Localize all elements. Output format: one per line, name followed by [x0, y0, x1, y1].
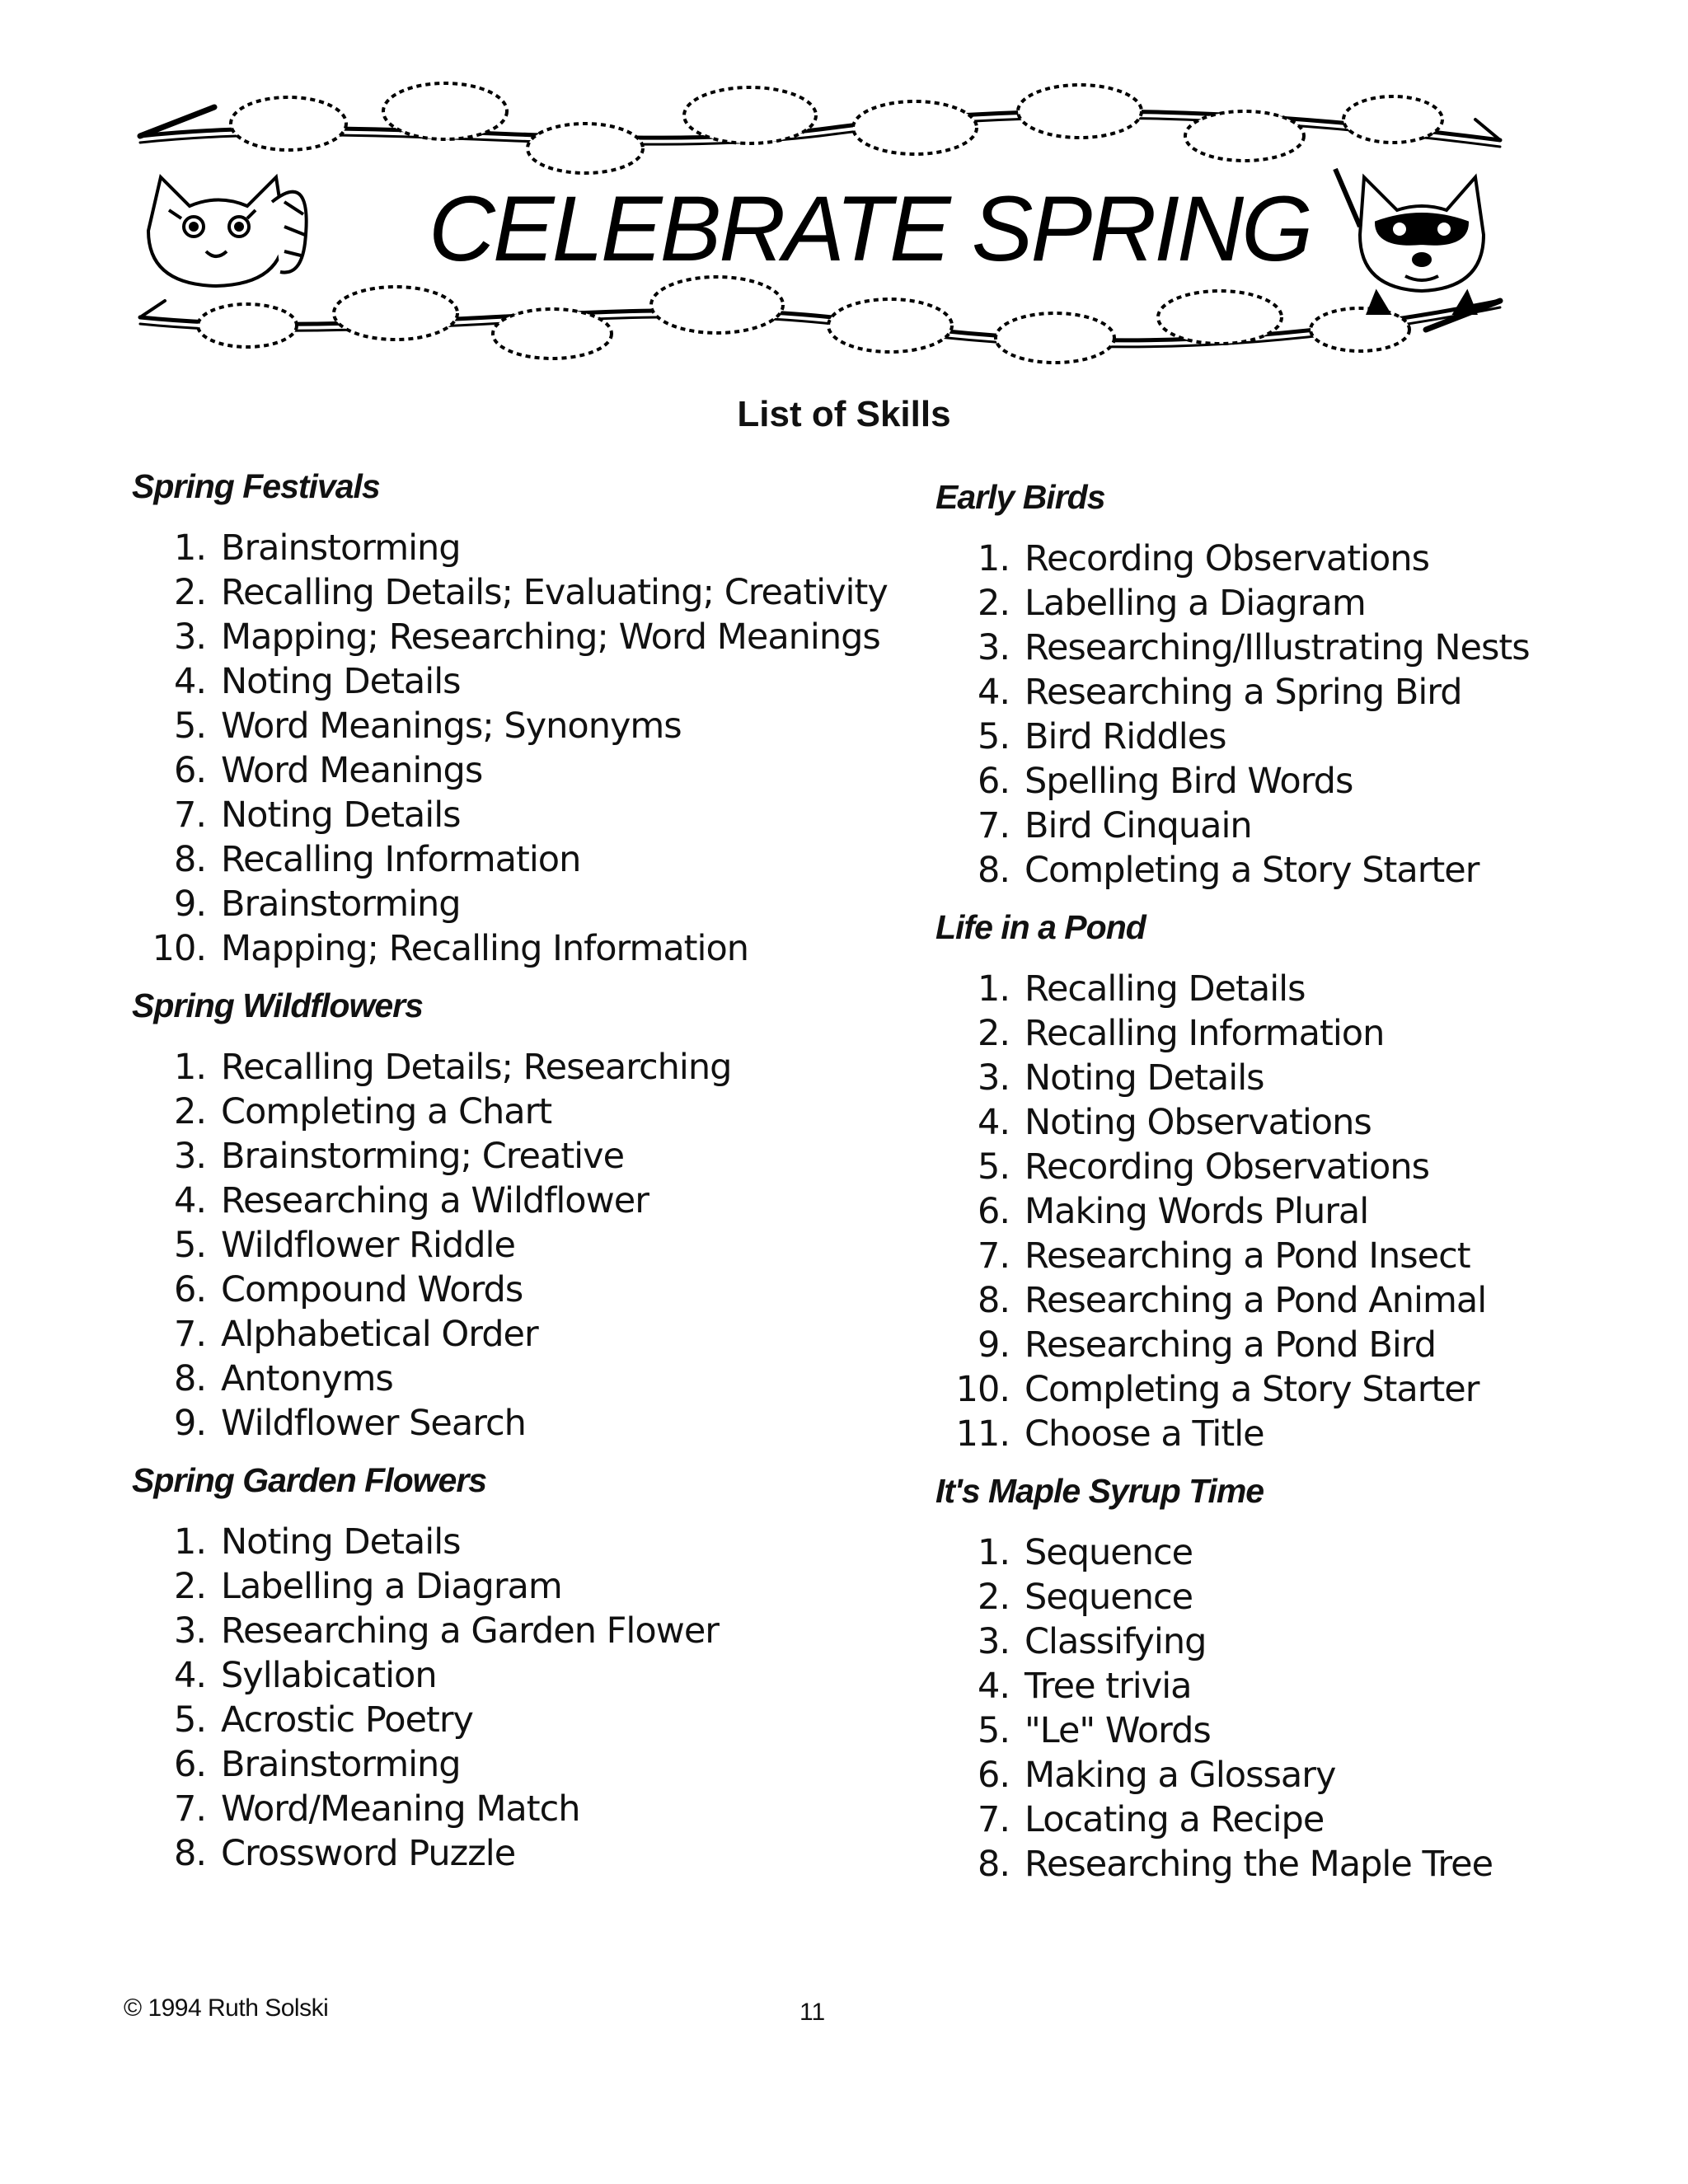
- list-item: [132, 1312, 907, 1357]
- item-text: Crossword Puzzle: [221, 1833, 516, 1874]
- list-item: [935, 1145, 1661, 1189]
- item-text: Noting Details: [221, 1521, 461, 1563]
- list-item: [935, 1278, 1661, 1323]
- item-number: 9.: [173, 1403, 206, 1444]
- item-number: 5.: [173, 1699, 206, 1741]
- item-text: Noting Details: [1025, 1057, 1264, 1099]
- section-spring-garden-flowers: [132, 1457, 907, 1876]
- item-text: Word/Meaning Match: [221, 1788, 580, 1830]
- section-early-birds: [935, 474, 1661, 893]
- item-number: 9.: [977, 1324, 1010, 1366]
- item-text: Researching a Spring Bird: [1025, 672, 1462, 713]
- item-number: 4.: [173, 1180, 206, 1221]
- item-text: Acrostic Poetry: [221, 1699, 474, 1741]
- item-number: 4.: [173, 1655, 206, 1696]
- list-item: [132, 1045, 907, 1090]
- list-item: [132, 1090, 907, 1134]
- section-title: Life in a Pond: [935, 908, 1146, 946]
- skill-list: [935, 1530, 1661, 1886]
- list-item: [132, 793, 907, 837]
- item-text: Compound Words: [221, 1269, 523, 1310]
- page-heading: List of Skills: [737, 394, 951, 434]
- item-number: 10.: [955, 1369, 1010, 1410]
- list-item: [132, 1787, 907, 1831]
- list-item: [132, 1742, 907, 1787]
- list-item: [132, 659, 907, 704]
- item-number: 3.: [977, 1057, 1010, 1099]
- item-text: Tree trivia: [1025, 1666, 1192, 1707]
- item-text: Researching the Maple Tree: [1025, 1844, 1493, 1885]
- list-item: [935, 1842, 1661, 1886]
- section-life-in-a-pond: [935, 904, 1661, 1456]
- item-number: 8.: [173, 1833, 206, 1874]
- list-item: [132, 1401, 907, 1446]
- item-number: 7.: [977, 1235, 1010, 1277]
- list-item: [132, 526, 907, 570]
- item-text: Bird Cinquain: [1025, 805, 1252, 846]
- list-item: [935, 626, 1661, 670]
- item-text: Brainstorming: [221, 527, 461, 569]
- item-number: 3.: [173, 1610, 206, 1652]
- item-number: 2.: [173, 1091, 206, 1132]
- list-item: [935, 581, 1661, 626]
- pussy-willow-banner: [124, 78, 1517, 375]
- item-number: 6.: [977, 1755, 1010, 1796]
- item-number: 8.: [977, 1844, 1010, 1885]
- list-item: [132, 570, 907, 615]
- list-item: [935, 715, 1661, 759]
- item-number: 10.: [152, 928, 206, 969]
- item-number: 1.: [173, 527, 206, 569]
- section-maple-syrup-time: [935, 1468, 1661, 1886]
- item-number: 5.: [977, 716, 1010, 757]
- item-text: Recalling Information: [1025, 1013, 1385, 1054]
- item-number: 8.: [977, 1280, 1010, 1321]
- list-item: [935, 1189, 1661, 1234]
- item-number: 9.: [173, 883, 206, 925]
- list-item: [132, 1179, 907, 1223]
- skill-list: [935, 537, 1661, 893]
- right-column: [935, 474, 1661, 1898]
- list-item: [935, 848, 1661, 893]
- item-text: Brainstorming: [221, 883, 461, 925]
- list-item: [132, 1134, 907, 1179]
- item-number: 1.: [977, 538, 1010, 579]
- item-number: 7.: [173, 794, 206, 836]
- list-item: [132, 615, 907, 659]
- item-text: Researching a Pond Insect: [1025, 1235, 1470, 1277]
- section-title: Spring Garden Flowers: [132, 1461, 487, 1499]
- list-item: [132, 704, 907, 748]
- item-number: 1.: [977, 968, 1010, 1010]
- item-text: Making Words Plural: [1025, 1191, 1369, 1232]
- item-text: Researching/Illustrating Nests: [1025, 627, 1530, 668]
- copyright-notice: © 1994 Ruth Solski: [124, 1994, 329, 2022]
- page-number: 11: [799, 1999, 826, 2026]
- item-text: Brainstorming: [221, 1744, 461, 1785]
- list-item: [935, 1100, 1661, 1145]
- list-item: [935, 1367, 1661, 1412]
- section-title: Spring Festivals: [132, 467, 380, 505]
- item-text: Noting Observations: [1025, 1102, 1372, 1143]
- item-number: 6.: [173, 1269, 206, 1310]
- list-item: [935, 1797, 1661, 1842]
- skill-list: [935, 967, 1661, 1456]
- item-number: 8.: [977, 850, 1010, 891]
- list-item: [132, 837, 907, 882]
- item-text: Mapping; Researching; Word Meanings: [221, 616, 880, 658]
- list-item: [132, 1831, 907, 1876]
- item-number: 3.: [977, 1621, 1010, 1662]
- item-number: 5.: [977, 1146, 1010, 1188]
- item-number: 7.: [173, 1314, 206, 1355]
- item-text: Classifying: [1025, 1621, 1207, 1662]
- item-number: 1.: [173, 1047, 206, 1088]
- item-number: 4.: [977, 1666, 1010, 1707]
- item-text: Recording Observations: [1025, 538, 1429, 579]
- list-item: [935, 967, 1661, 1011]
- item-number: 8.: [173, 839, 206, 880]
- item-number: 2.: [977, 1013, 1010, 1054]
- list-item: [935, 1575, 1661, 1619]
- item-number: 2.: [977, 583, 1010, 624]
- section-title: Early Birds: [935, 478, 1105, 516]
- item-number: 7.: [977, 1799, 1010, 1840]
- item-text: Mapping; Recalling Information: [221, 928, 749, 969]
- item-number: 6.: [173, 1744, 206, 1785]
- item-number: 1.: [977, 1532, 1010, 1573]
- item-text: Labelling a Diagram: [221, 1566, 562, 1607]
- list-item: [935, 1323, 1661, 1367]
- item-number: 8.: [173, 1358, 206, 1399]
- list-item: [935, 759, 1661, 804]
- item-text: Recalling Details; Evaluating; Creativity: [221, 572, 888, 613]
- item-number: 6.: [977, 761, 1010, 802]
- item-text: Researching a Wildflower: [221, 1180, 649, 1221]
- section-title: Spring Wildflowers: [132, 987, 423, 1024]
- item-text: Recording Observations: [1025, 1146, 1429, 1188]
- item-text: Noting Details: [221, 661, 461, 702]
- left-column: [132, 463, 907, 1887]
- skill-list: [132, 526, 907, 971]
- item-number: 11.: [955, 1413, 1010, 1455]
- list-item: [132, 1223, 907, 1268]
- item-text: Completing a Story Starter: [1025, 1369, 1479, 1410]
- item-number: 5.: [977, 1710, 1010, 1751]
- item-text: Recalling Details; Researching: [221, 1047, 732, 1088]
- item-number: 4.: [977, 1102, 1010, 1143]
- list-item: [132, 1357, 907, 1401]
- item-text: Bird Riddles: [1025, 716, 1226, 757]
- item-text: "Le" Words: [1025, 1710, 1211, 1751]
- list-item: [935, 1011, 1661, 1056]
- list-item: [132, 1520, 907, 1564]
- list-item: [935, 670, 1661, 715]
- section-spring-festivals: [132, 463, 907, 971]
- list-item: [132, 748, 907, 793]
- item-text: Researching a Garden Flower: [221, 1610, 719, 1652]
- item-number: 7.: [977, 805, 1010, 846]
- item-number: 6.: [977, 1191, 1010, 1232]
- list-item: [132, 1698, 907, 1742]
- item-number: 4.: [977, 672, 1010, 713]
- item-text: Antonyms: [221, 1358, 393, 1399]
- raccoon-icon: [1335, 169, 1484, 313]
- item-text: Completing a Story Starter: [1025, 850, 1479, 891]
- skill-list: [132, 1045, 907, 1446]
- item-text: Researching a Pond Bird: [1025, 1324, 1437, 1366]
- list-item: [935, 1753, 1661, 1797]
- item-number: 2.: [977, 1577, 1010, 1618]
- list-item: [132, 926, 907, 971]
- item-number: 6.: [173, 750, 206, 791]
- section-spring-wildflowers: [132, 982, 907, 1446]
- item-text: Completing a Chart: [221, 1091, 552, 1132]
- cat-icon: [148, 177, 307, 286]
- item-text: Making a Glossary: [1025, 1755, 1336, 1796]
- list-item: [935, 1530, 1661, 1575]
- item-text: Word Meanings: [221, 750, 483, 791]
- list-item: [132, 1653, 907, 1698]
- item-text: Locating a Recipe: [1025, 1799, 1325, 1840]
- item-text: Sequence: [1025, 1577, 1193, 1618]
- item-number: 7.: [173, 1788, 206, 1830]
- item-text: Wildflower Riddle: [221, 1225, 515, 1266]
- item-text: Wildflower Search: [221, 1403, 526, 1444]
- item-number: 4.: [173, 661, 206, 702]
- item-text: Choose a Title: [1025, 1413, 1264, 1455]
- list-item: [935, 1056, 1661, 1100]
- item-text: Word Meanings; Synonyms: [221, 705, 682, 747]
- item-number: 3.: [173, 616, 206, 658]
- skill-list: [132, 1520, 907, 1876]
- item-text: Spelling Bird Words: [1025, 761, 1353, 802]
- item-number: 2.: [173, 572, 206, 613]
- item-text: Alphabetical Order: [221, 1314, 538, 1355]
- list-item: [132, 882, 907, 926]
- banner-title: CELEBRATE SPRING: [429, 177, 1311, 280]
- list-item: [935, 537, 1661, 581]
- list-item: [935, 1664, 1661, 1708]
- item-number: 5.: [173, 1225, 206, 1266]
- item-text: Recalling Details: [1025, 968, 1306, 1010]
- item-text: Recalling Information: [221, 839, 581, 880]
- list-item: [935, 1412, 1661, 1456]
- item-number: 2.: [173, 1566, 206, 1607]
- list-item: [132, 1268, 907, 1312]
- list-item: [935, 804, 1661, 848]
- list-item: [935, 1619, 1661, 1664]
- item-number: 3.: [173, 1136, 206, 1177]
- item-text: Noting Details: [221, 794, 461, 836]
- item-text: Labelling a Diagram: [1025, 583, 1366, 624]
- item-number: 3.: [977, 627, 1010, 668]
- item-number: 5.: [173, 705, 206, 747]
- list-item: [132, 1564, 907, 1609]
- section-title: It's Maple Syrup Time: [935, 1472, 1264, 1510]
- item-number: 1.: [173, 1521, 206, 1563]
- list-item: [132, 1609, 907, 1653]
- item-text: Syllabication: [221, 1655, 437, 1696]
- list-item: [935, 1234, 1661, 1278]
- item-text: Researching a Pond Animal: [1025, 1280, 1487, 1321]
- list-item: [935, 1708, 1661, 1753]
- item-text: Brainstorming; Creative: [221, 1136, 625, 1177]
- item-text: Sequence: [1025, 1532, 1193, 1573]
